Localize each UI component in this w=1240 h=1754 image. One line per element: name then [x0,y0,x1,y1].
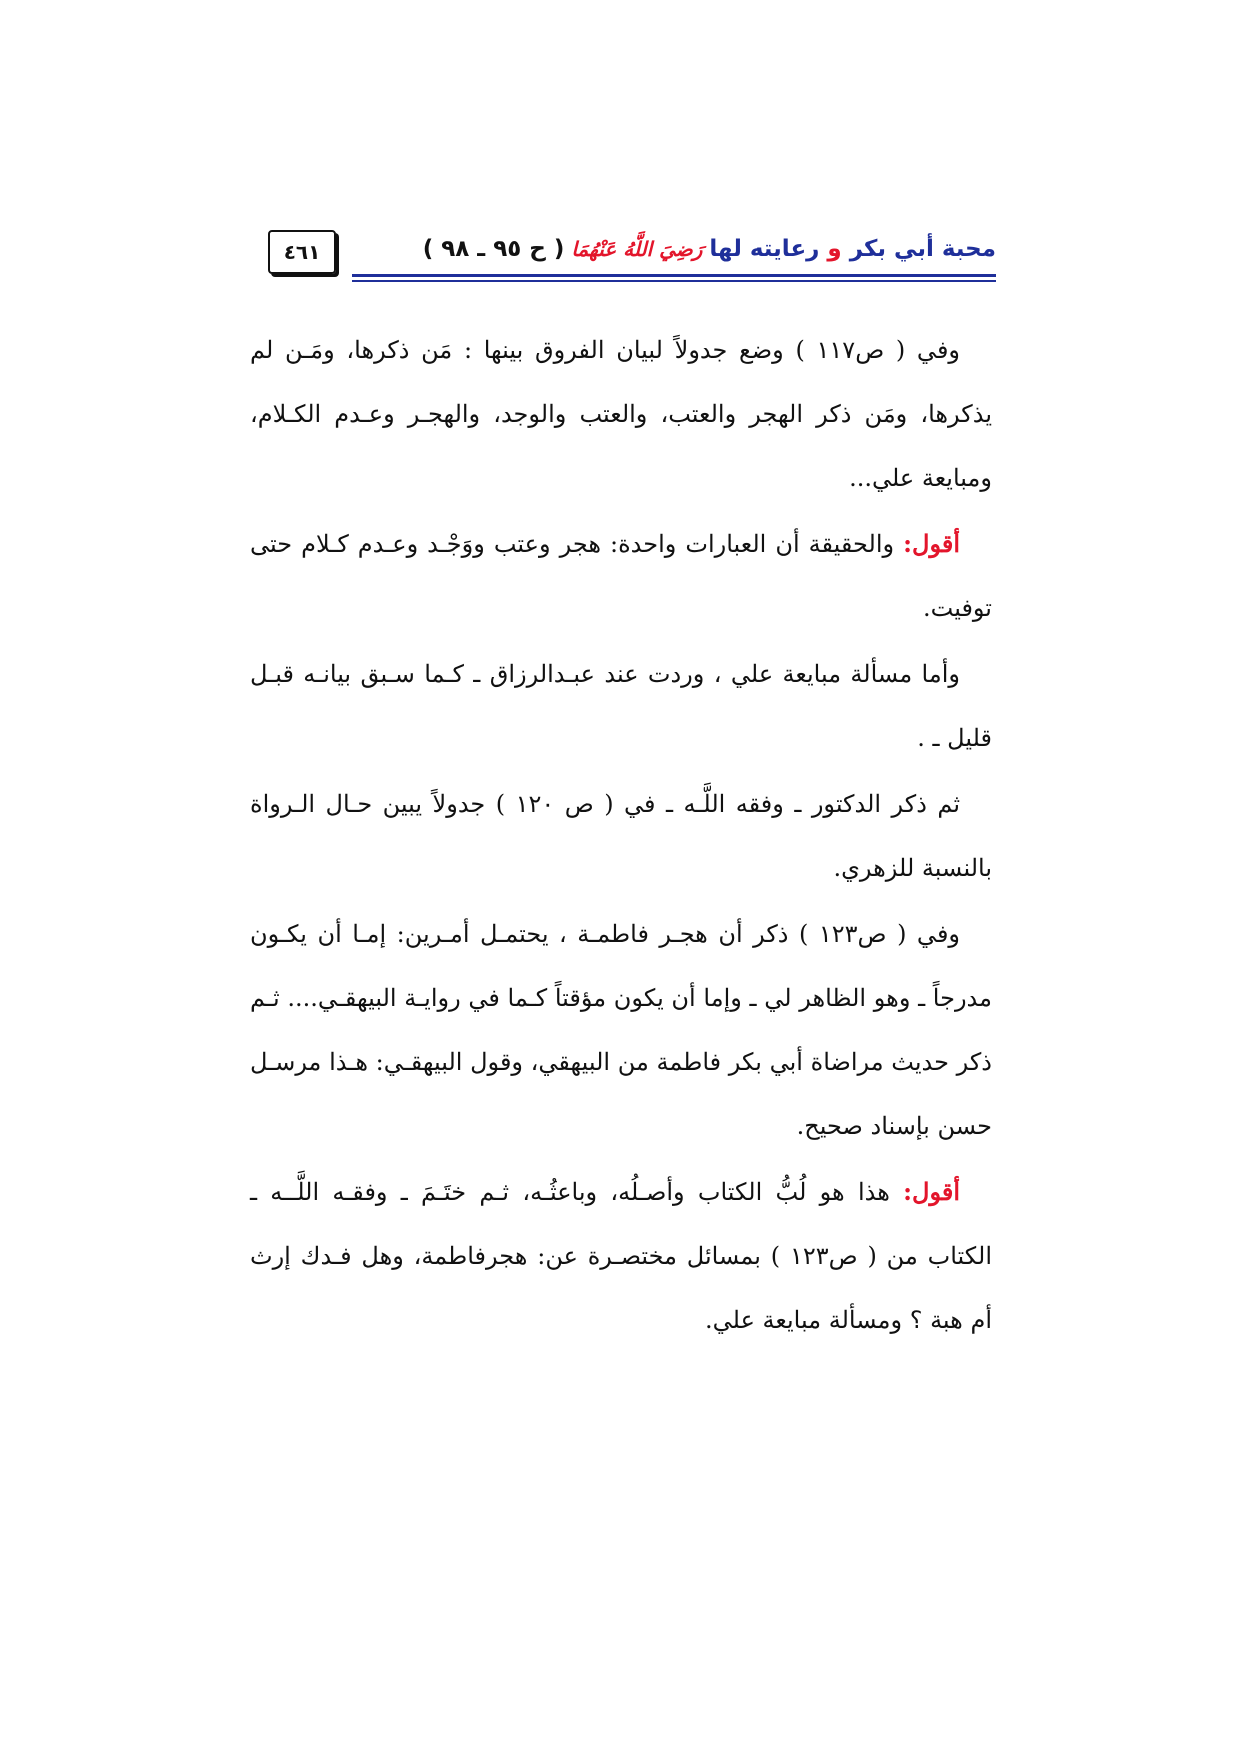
paragraph-3-text: وأما مسألة مبايعة علي ، وردت عند عبـدالرزاق ـ كـما سـبق بيانـه قبـل قليل ـ . [250,660,992,752]
paragraph-4 [250,772,992,900]
page-number: ٤٦١ [283,240,321,264]
paragraph-6-text: هذا هو لُبُّ الكتاب وأصـلُه، وباعثُـه، ثـم ختَـمَ ـ وفقـه اللَّــه ـ الكتاب من ( ص١٢٣ ) بمسائل مختصـرة عن: هجرفاطمة، وهل فـدك إرث أم هبة ؟ ومسألة مبايعة علي. [250,1178,993,1334]
paragraph-2-text: والحقيقة أن العبارات واحدة: هجر وعتب ووَجْـد وعـدم كـلام حتى توفيت. [250,530,992,622]
paragraph-3 [250,642,992,770]
running-header [268,230,996,292]
paragraph-6 [250,1160,992,1352]
honorific-glyph: رَضِيَ اللَّهُ عَنْهُمَا [564,237,710,261]
paragraph-4-text: ثم ذكر الدكتور ـ وفقه اللَّـه ـ في ( ص ١٢٠ ) جدولاً يبين حـال الـرواة بالنسبة للزهري. [250,790,992,882]
header-rule-bottom [352,280,996,282]
main-text [250,318,992,1352]
paragraph-5 [250,902,992,1158]
paragraph-1 [250,318,992,510]
hadith-range: ( ح ٩٥ ـ ٩٨ ) [422,236,565,262]
header-title-part2: رعايته لها [709,236,820,262]
header-title-part1: محبة أبي بكر [849,236,996,262]
header-title-and: و [819,236,850,262]
paragraph-5-text: وفي ( ص١٢٣ ) ذكر أن هجـر فاطمـة ، يحتمـل أمـرين: إمـا أن يكـون مدرجاً ـ وهو الظاهر لي ـ وإما أن يكون مؤقتاً كـما في روايـة البيهقـي.... ثـم ذكر حديث مراضاة أبي بكر فاطمة من البيهقي، وقول البيهقـي: هـذا مرسـل حسن بإسناد صحيح. [250,920,992,1140]
paragraph-1-text: وفي ( ص١١٧ ) وضع جدولاً لبيان الفروق بينها : مَن ذكرها، ومَـن لم يذكرها، ومَن ذكر الهجر والعتب، والعتب والوجد، والهجـر وعـدم الكـلام، ومبايعة علي... [250,336,992,492]
page-number-box [268,230,336,274]
paragraph-2 [250,512,992,640]
header-rule-top [352,274,996,277]
header-title [423,236,996,262]
aqwal-label: أقول: [903,529,960,558]
aqwal-label: أقول: [903,1177,960,1206]
